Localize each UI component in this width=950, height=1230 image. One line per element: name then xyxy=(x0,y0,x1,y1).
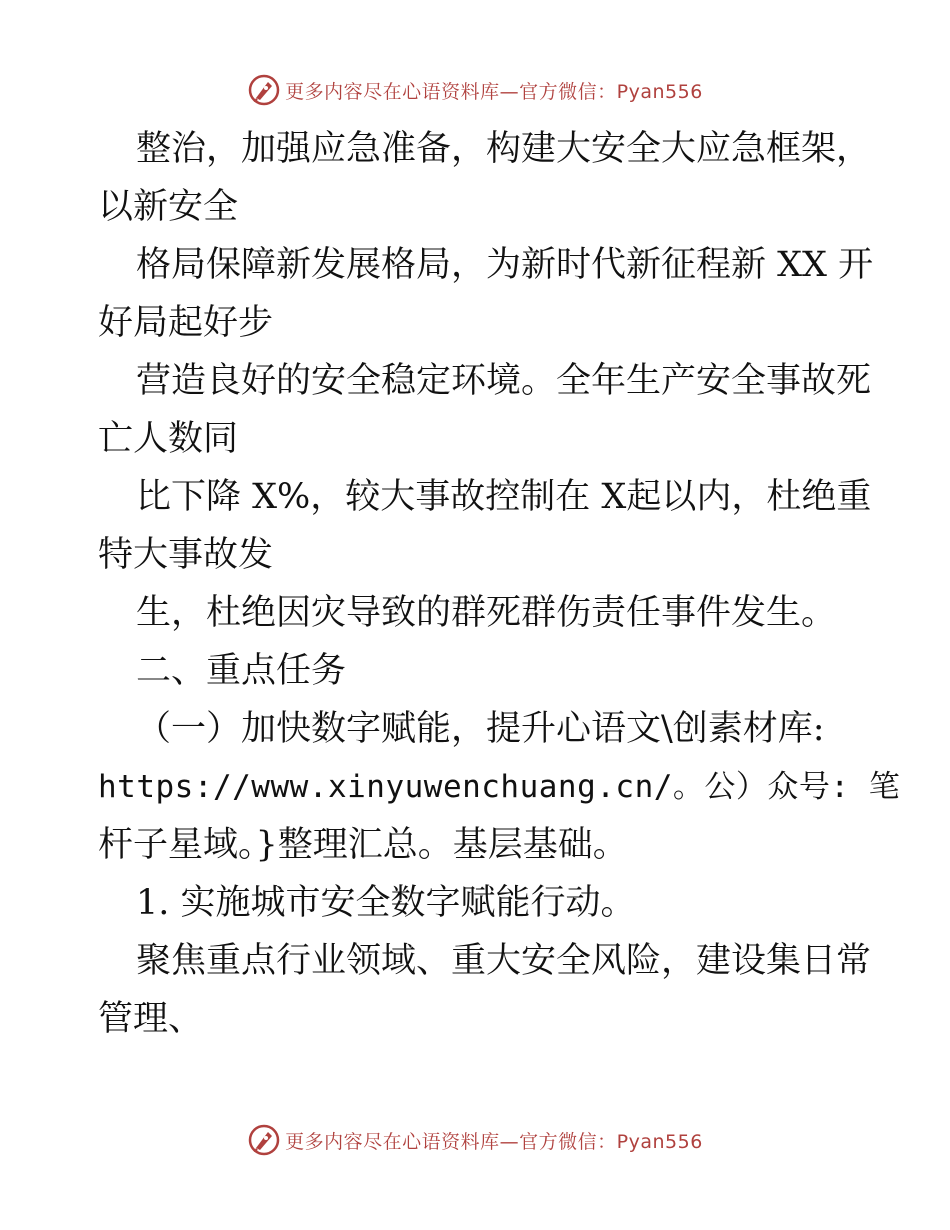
body-line: 格局保障新发展格局，为新时代新征程新 XX 开 xyxy=(136,245,874,285)
body-line: 特大事故发 xyxy=(98,535,274,575)
footer-watermark-text: 更多内容尽在心语资料库—官方微信：Pyan556 xyxy=(285,1130,703,1153)
pen-nib-logo-icon xyxy=(247,73,281,107)
body-line: 整治，加强应急准备，构建大安全大应急框架， xyxy=(136,129,872,169)
body-line: 以新安全 xyxy=(98,187,239,227)
body-line: 管理、 xyxy=(98,999,204,1039)
document-body xyxy=(98,120,901,1048)
url-line: https://www.xinyuwenchuang.cn/。公）众号: 笔 xyxy=(98,769,901,805)
body-line: 杆子星域。}整理汇总。基层基础。 xyxy=(98,825,628,865)
pen-nib-logo-icon xyxy=(247,1123,281,1157)
subsection-heading: （一）加快数字赋能，提升心语文\创素材库: xyxy=(136,709,825,749)
body-line: 亡人数同 xyxy=(98,419,239,459)
footer-watermark xyxy=(0,1120,950,1160)
body-line: 比下降 X%，较大事故控制在 X起以内，杜绝重 xyxy=(136,477,872,517)
body-line: 营造良好的安全稳定环境。全年生产安全事故死 xyxy=(136,361,872,401)
header-watermark xyxy=(0,70,950,110)
header-watermark-text: 更多内容尽在心语资料库—官方微信：Pyan556 xyxy=(285,80,703,103)
section-heading: 二、重点任务 xyxy=(136,651,347,691)
numbered-item: 1. 实施城市安全数字赋能行动。 xyxy=(136,883,636,923)
body-line: 好局起好步 xyxy=(98,303,274,343)
body-line: 生，杜绝因灾导致的群死群伤责任事件发生。 xyxy=(136,593,837,633)
body-line: 聚焦重点行业领域、重大安全风险，建设集日常 xyxy=(136,941,872,981)
